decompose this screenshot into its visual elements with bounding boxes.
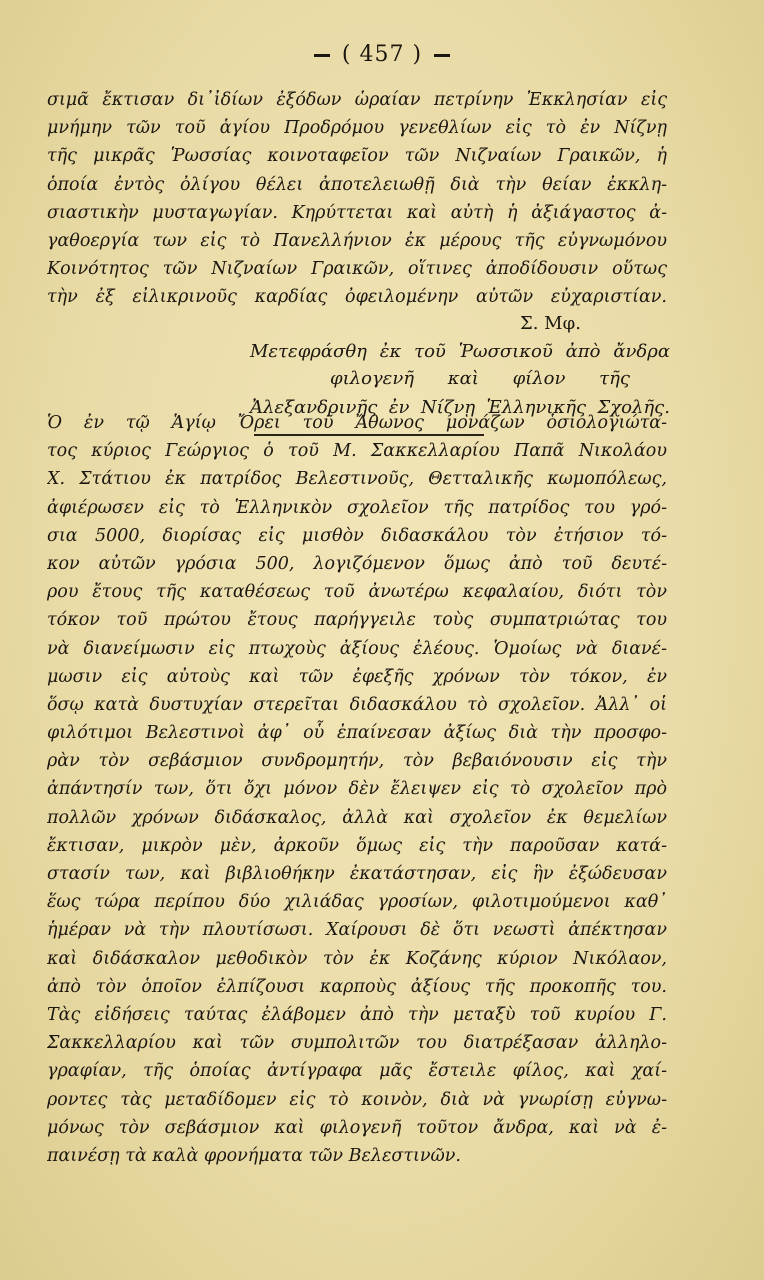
text-line: ὁποία ἐντὸς ὀλίγου θέλει ἀποτελειωθῇ διὰ τὴν θείαν ἐκκλη- (47, 174, 667, 195)
text-line: ροντες τὰς μεταδίδομεν εἰς τὸ κοινὸν, διὰ νὰ γνωρίσῃ εὐγνω- (47, 1089, 667, 1110)
text-line: Τὰς εἰδήσεις ταύτας ἐλάβομεν ἀπὸ τὴν μεταξὺ τοῦ κυρίου Γ. (47, 1004, 667, 1025)
page-number: ( 457 ) (341, 42, 423, 67)
text-line: νὰ διανείμωσιν εἰς πτωχοὺς ἀξίους ἐλέους. Ὁμοίως νὰ διανέ- (47, 638, 667, 659)
text-line: μνήμην τῶν τοῦ ἁγίου Προδρόμου γενεθλίων εἰς τὸ ἐν Νίζνῃ (47, 118, 667, 139)
text-line: Κοινότητος τῶν Νιζναίων Γραικῶν, οἵτινες ἀποδίδουσιν οὕτως (47, 259, 667, 280)
text-line: μόνως τὸν σεβάσμιον καὶ φιλογενῆ τοῦτον ἄνδρα, καὶ νὰ ἐ- (47, 1117, 667, 1138)
translator-note-line: Μετεφράσθη ἐκ τοῦ Ῥωσσικοῦ ἀπὸ ἄνδρα (250, 341, 670, 362)
text-line: τόκον τοῦ πρώτου ἔτους παρήγγειλε τοὺς συμπατριώτας του (47, 610, 667, 631)
translator-note-line: Ἀλεξανδρινῆς ἐν Νίζνῃ Ἑλληνικῆς Σχολῆς. (250, 397, 670, 418)
header-dash-right (434, 54, 450, 57)
text-line: σια 5000, διορίσας εἰς μισθὸν διδασκάλου τὸν ἐτήσιον τό- (47, 525, 667, 546)
text-line: ἕως τώρα περίπου δύο χιλιάδας γροσίων, φιλοτιμούμενοι καθ᾽ (47, 892, 667, 913)
text-line: ἀπὸ τὸν ὁποῖον ἐλπίζουσι καρποὺς ἀξίους τῆς προκοπῆς του. (47, 976, 667, 997)
text-line: καὶ διδάσκαλον μεθοδικὸν τὸν ἐκ Κοζάνης κύριον Νικόλαον, (47, 948, 667, 969)
translator-note-line: φιλογενῆ καὶ φίλον τῆς (330, 368, 630, 389)
paragraph-2 (47, 409, 667, 1170)
text-line: Χ. Στάτιου ἐκ πατρίδος Βελεστινοῦς, Θετταλικῆς κωμοπόλεως, (47, 469, 667, 490)
page-number-header (0, 42, 764, 67)
text-line: ἡμέραν νὰ τὴν πλουτίσωσι. Χαίρουσι δὲ ὅτι νεωστὶ ἀπέκτησαν (47, 920, 667, 941)
text-line: μωσιν εἰς αὐτοὺς καὶ τῶν ἐφεξῆς χρόνων τὸν τόκον, ἐν (47, 666, 667, 687)
header-dash-left (314, 54, 330, 57)
text-line: στασίν των, καὶ βιβλιοθήκην ἐκατάστησαν, εἰς ἣν ἐξώδευσαν (47, 864, 667, 884)
text-line: κον αὐτῶν γρόσια 500, λογιζόμενον ὅμως ἀπὸ τοῦ δευτέ- (47, 553, 667, 574)
text-line: σιμᾶ ἔκτισαν δι᾽ἰδίων ἐξόδων ὡραίαν πετρίνην Ἐκκλησίαν εἰς (47, 90, 667, 110)
text-line: φιλότιμοι Βελεστινοὶ ἀφ᾽ οὗ ἐπαίνεσαν ἀξίως διὰ τὴν προσφο- (47, 723, 667, 744)
text-line: Σακκελλαρίου καὶ τῶν συμπολιτῶν του διατρέξασαν ἀλληλο- (47, 1033, 667, 1054)
text-line: γραφίαν, τῆς ὁποίας ἀντίγραφα μᾶς ἔστειλε φίλος, καὶ χαί- (47, 1061, 667, 1082)
text-line: Ὁ ἐν τῷ Ἁγίῳ Ὄρει τοῦ Ἄθωνος μονάζων ὁσιολογιώτα- (47, 413, 667, 433)
text-line: ρὰν τὸν σεβάσμιον συνδρομητήν, τὸν βεβαιόνουσιν εἰς τὴν (47, 751, 667, 772)
text-line: σιαστικὴν μυσταγωγίαν. Κηρύττεται καὶ αὐτὴ ἡ ἀξιάγαστος ἀ- (47, 202, 667, 223)
text-line: ἔκτισαν, μικρὸν μὲν, ἀρκοῦν ὅμως εἰς τὴν παροῦσαν κατά- (47, 835, 667, 856)
text-line: τὴν ἐξ εἰλικρινοῦς καρδίας ὀφειλομένην αὐτῶν εὐχαριστίαν. (47, 287, 667, 308)
paragraph-1 (47, 86, 667, 312)
text-line: τῆς μικρᾶς Ῥωσσίας κοινοταφεῖον τῶν Νιζναίων Γραικῶν, ἡ (47, 146, 667, 167)
text-line: γαθοεργία των εἰς τὸ Πανελλήνιον ἐκ μέρους τῆς εὐγνωμόνου (47, 230, 667, 251)
signature-initials: Σ. Μφ. (520, 313, 581, 334)
text-line: ρου ἔτους τῆς καταθέσεως τοῦ ἀνωτέρω κεφαλαίου, διότι τὸν (47, 582, 667, 603)
text-line: ἀπάντησίν των, ὅτι ὄχι μόνον δὲν ἔλειψεν εἰς τὸ σχολεῖον πρὸ (47, 779, 667, 800)
text-line: πολλῶν χρόνων διδάσκαλος, ἀλλὰ καὶ σχολεῖον ἐκ θεμελίων (47, 807, 667, 828)
text-line: τος κύριος Γεώργιος ὁ τοῦ Μ. Σακκελλαρίου Παπᾶ Νικολάου (47, 441, 667, 462)
text-line: παινέσῃ τὰ καλὰ φρονήματα τῶν Βελεστινῶν. (47, 1145, 461, 1166)
text-line: ἀφιέρωσεν εἰς τὸ Ἑλληνικὸν σχολεῖον τῆς πατρίδος του γρό- (47, 497, 667, 518)
text-line: ὅσῳ κατὰ δυστυχίαν στερεῖται διδασκάλου τὸ σχολεῖον. Ἀλλ᾽ οἱ (47, 694, 667, 715)
